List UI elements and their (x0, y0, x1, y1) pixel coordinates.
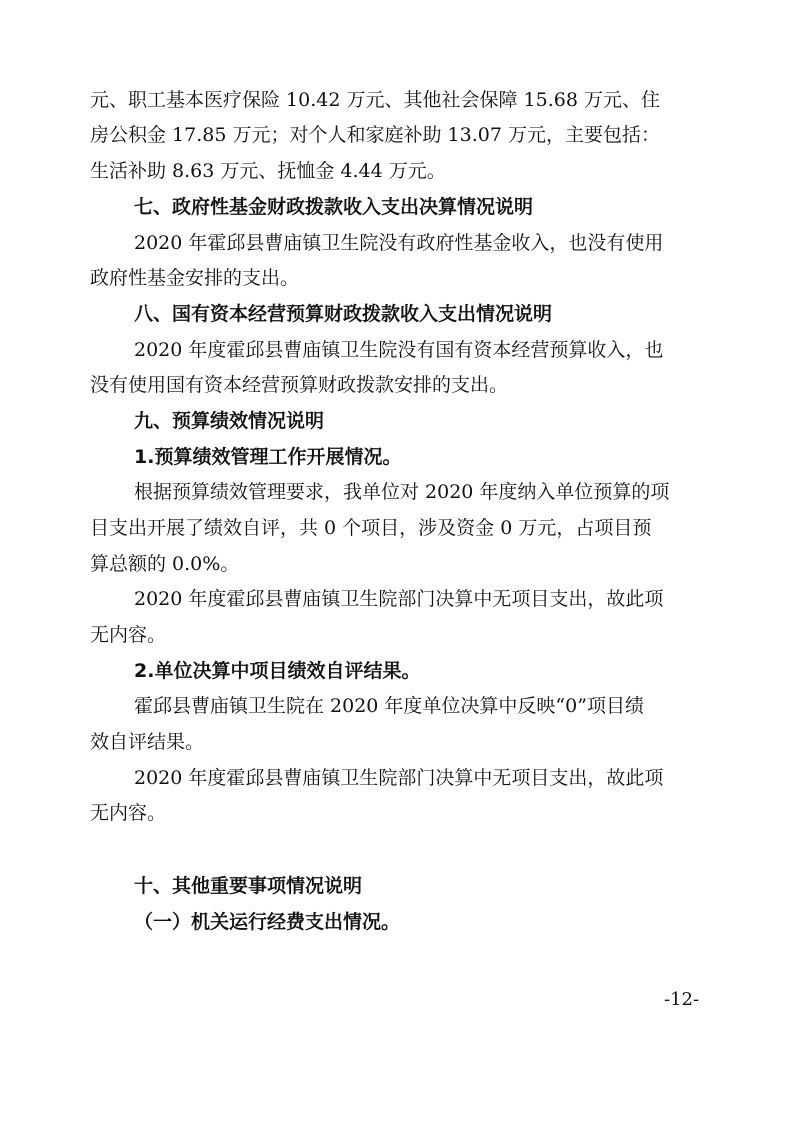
subsection-heading-2: 2.单位决算中项目绩效自评结果。 (134, 660, 421, 682)
paragraph-line: 无内容。 (90, 802, 167, 824)
paragraph-line: 目支出开展了绩效自评，共 0 个项目，涉及资金 0 万元，占项目预 (90, 517, 652, 539)
paragraph-line: 霍邱县曹庙镇卫生院在 2020 年度单位决算中反映“0”项目绩 (134, 695, 644, 717)
paragraph-line: 没有使用国有资本经营预算财政拨款安排的支出。 (90, 374, 509, 396)
paragraph-line: 政府性基金安排的支出。 (90, 267, 300, 289)
paragraph-line: 2020 年霍邱县曹庙镇卫生院没有政府性基金收入，也没有使用 (134, 232, 664, 254)
subsection-heading-1: 1.预算绩效管理工作开展情况。 (134, 446, 402, 468)
paragraph-line: 无内容。 (90, 624, 167, 646)
paragraph-line: 2020 年度霍邱县曹庙镇卫生院没有国有资本经营预算收入，也 (134, 339, 664, 361)
paragraph-line: 房公积金 17.85 万元；对个人和家庭补助 13.07 万元，主要包括： (90, 124, 660, 146)
section-heading-8: 八、国有资本经营预算财政拨款收入支出情况说明 (134, 303, 553, 325)
section-heading-9: 九、预算绩效情况说明 (134, 410, 325, 432)
paragraph-line: 根据预算绩效管理要求，我单位对 2020 年度纳入单位预算的项 (134, 481, 670, 503)
paragraph-line: 算总额的 0.0%。 (90, 553, 240, 575)
section-heading-10: 十、其他重要事项情况说明 (134, 875, 363, 897)
section-heading-7: 七、政府性基金财政拨款收入支出决算情况说明 (134, 196, 534, 218)
subsection-heading-agency-expenses: （一）机关运行经费支出情况。 (134, 911, 401, 933)
paragraph-line: 2020 年度霍邱县曹庙镇卫生院部门决算中无项目支出，故此项 (134, 588, 664, 610)
paragraph-line: 元、职工基本医疗保险 10.42 万元、其他社会保障 15.68 万元、住 (90, 89, 660, 111)
paragraph-line: 2020 年度霍邱县曹庙镇卫生院部门决算中无项目支出，故此项 (134, 767, 664, 789)
page-number: -12- (664, 989, 700, 1010)
paragraph-line: 生活补助 8.63 万元、抚恤金 4.44 万元。 (90, 160, 446, 182)
paragraph-line: 效自评结果。 (90, 731, 205, 753)
